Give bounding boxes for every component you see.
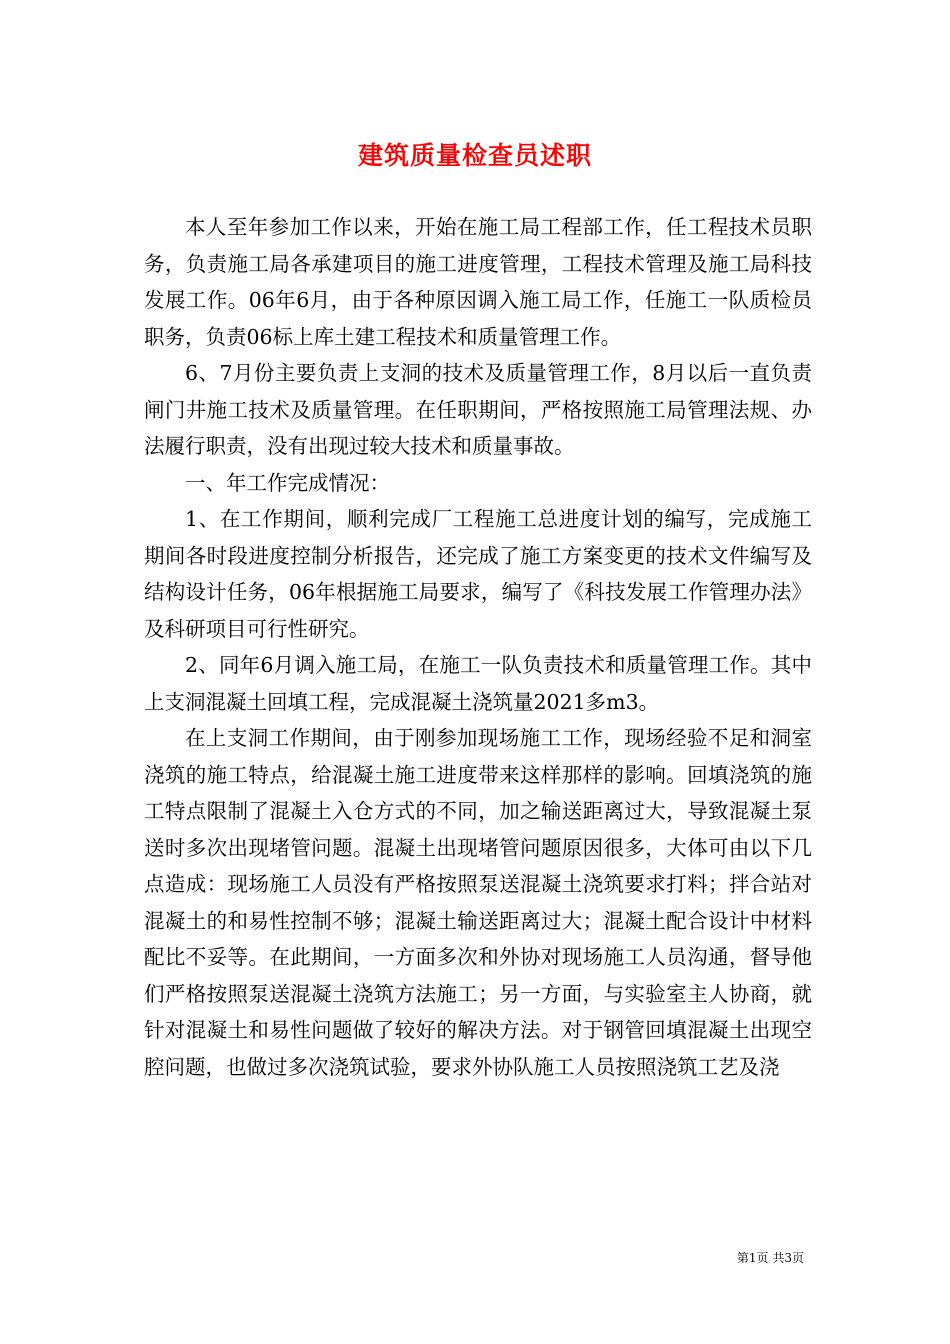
page-number-footer: 第1页 共3页	[736, 1251, 804, 1265]
paragraph-item-2: 2、同年6月调入施工局，在施工一队负责技术和质量管理工作。其中上支洞混凝土回填工程，完成混凝土浇筑量2021多m3。	[144, 653, 812, 714]
paragraph-intro: 本人至年参加工作以来，开始在施工局工程部工作，任工程技术员职务，负责施工局各承建项目的施工进度管理，工程技术管理及施工局科技发展工作。06年6月，由于各种原因调入施工局工作，任施工一队质检员职务，负责06标上库土建工程技术和质量管理工作。	[144, 215, 812, 349]
paragraph-item-1: 1、在工作期间，顺利完成厂工程施工总进度计划的编写，完成施工期间各时段进度控制分析报告，还完成了施工方案变更的技术文件编写及结构设计任务，06年根据施工局要求，编写了《科技发展工作管理办法》及科研项目可行性研究。	[144, 507, 812, 641]
paragraph-june-july: 6、7月份主要负责上支洞的技术及质量管理工作，8月以后一直负责闸门井施工技术及质量管理。在任职期间，严格按照施工局管理法规、办法履行职责，没有出现过较大技术和质量事故。	[144, 361, 812, 458]
document-body	[144, 209, 812, 1085]
paragraph-shangzhidong: 在上支洞工作期间，由于刚参加现场施工工作，现场经验不足和洞室浇筑的施工特点，给混凝土施工进度带来这样那样的影响。回填浇筑的施工特点限制了混凝土入仓方式的不同，加之输送距离过大，导致混凝土泵送时多次出现堵管问题。混凝土出现堵管问题原因很多，大体可由以下几点造成：现场施工人员没有严格按照泵送混凝土浇筑要求打料；拌合站对混凝土的和易性控制不够；混凝土输送距离过大；混凝土配合设计中材料配比不妥等。在此期间，一方面多次和外协对现场施工人员沟通，督导他们严格按照泵送混凝土浇筑方法施工；另一方面，与实验室主人协商，就针对混凝土和易性问题做了较好的解决方法。对于钢管回填混凝土出现空腔问题，也做过多次浇筑试验，要求外协队施工人员按照浇筑工艺及浇	[144, 726, 812, 1079]
section-heading-work-completion: 一、年工作完成情况：	[185, 470, 390, 495]
page-title: 建筑质量检查员述职	[357, 141, 592, 170]
